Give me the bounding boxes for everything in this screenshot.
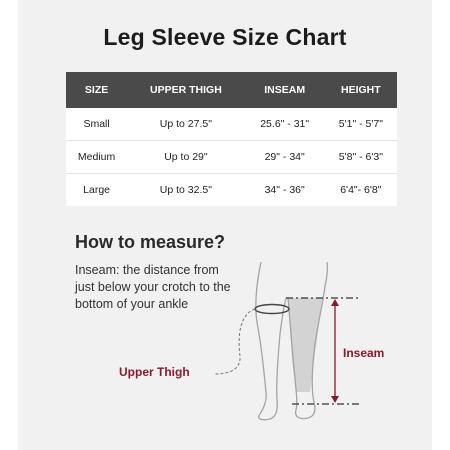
- leg-diagram: [18, 0, 432, 450]
- measure-description: Inseam: the distance from just below your crotch to the bottom of your ankle: [75, 263, 231, 311]
- inseam-label: Inseam: [343, 346, 385, 360]
- inseam-arrow-top: [331, 299, 339, 306]
- header-upper-thigh: UPPER THIGH: [127, 72, 244, 108]
- cell-upper-thigh: Up to 27.5": [127, 108, 244, 141]
- header-inseam: INSEAM: [245, 72, 325, 108]
- inseam-arrow-bottom: [331, 396, 339, 403]
- sleeve-shading: [288, 298, 322, 392]
- header-size: SIZE: [66, 72, 127, 108]
- cell-inseam: 25.6" - 31": [245, 108, 325, 141]
- chart-title: Leg Sleeve Size Chart: [103, 24, 347, 50]
- cell-upper-thigh: Up to 32.5": [159, 184, 212, 196]
- header-height: HEIGHT: [325, 72, 397, 108]
- cell-upper-thigh: Up to 29": [127, 141, 244, 174]
- cell-size: Medium: [66, 141, 127, 174]
- measure-title: How to measure?: [75, 232, 226, 252]
- thigh-callout-line: [214, 309, 255, 374]
- cell-size: Small: [66, 108, 127, 141]
- cell-size: Large: [83, 184, 110, 196]
- cell-height: 5'1" - 5'7": [325, 108, 397, 141]
- cell-height: 6'4"- 6'8": [340, 184, 382, 196]
- cell-inseam: 34" - 36": [264, 184, 305, 196]
- cell-inseam: 29" - 34": [245, 141, 325, 174]
- upper-thigh-label: Upper Thigh: [119, 365, 190, 379]
- cell-height: 5'8" - 6'3": [325, 141, 397, 174]
- left-leg-outline: [256, 262, 286, 420]
- size-chart-panel: [18, 0, 432, 450]
